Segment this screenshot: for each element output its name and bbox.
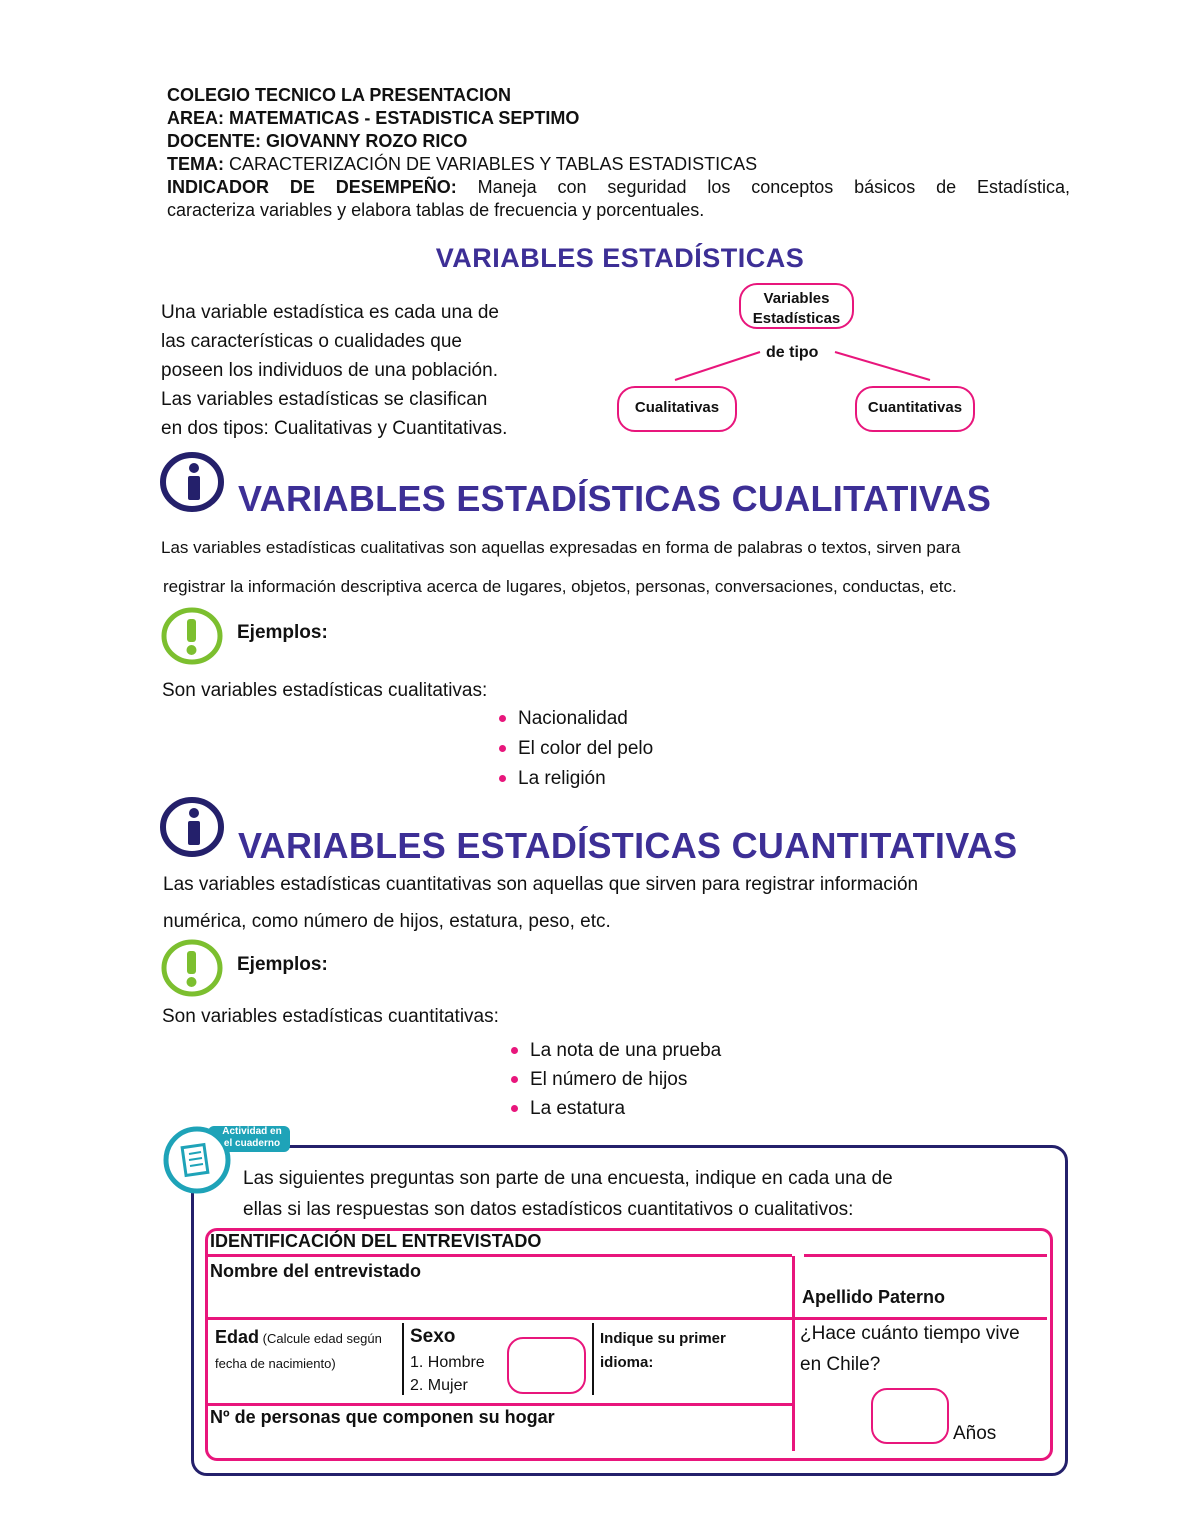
form-divider (208, 1403, 792, 1406)
qualitative-title: VARIABLES ESTADÍSTICAS CUALITATIVAS (238, 478, 992, 519)
language-field-label: Indique su primer (600, 1330, 726, 1347)
years-label: Años (953, 1423, 997, 1444)
list-item: La nota de una prueba (510, 1036, 721, 1065)
topic-line: TEMA: CARACTERIZACIÓN DE VARIABLES Y TABLAS ESTADISTICAS (167, 154, 758, 174)
diagram-connector-right (835, 352, 930, 380)
surname-field-label: Apellido Paterno (802, 1287, 946, 1307)
form-heading: IDENTIFICACIÓN DEL ENTREVISTADO (210, 1231, 542, 1251)
list-item: Nacionalidad (498, 704, 653, 734)
quantitative-definition-line: numérica, como número de hijos, estatura, peso, etc. (163, 911, 611, 932)
sex-option: 1. Hombre (410, 1354, 485, 1371)
qualitative-examples-list (498, 704, 653, 794)
form-divider (402, 1323, 404, 1395)
teacher-line: DOCENTE: GIOVANNY ROZO RICO (167, 131, 468, 151)
intro-line: en dos tipos: Cualitativas y Cuantitativas. (161, 418, 508, 439)
form-divider (208, 1317, 1047, 1320)
language-field-label: idioma: (600, 1354, 654, 1371)
quantitative-examples-intro: Son variables estadísticas cuantitativas: (162, 1006, 499, 1027)
form-divider (804, 1254, 1047, 1257)
age-field-label: Edad (Calcule edad según (215, 1327, 382, 1347)
age-field-note: fecha de nacimiento) (215, 1356, 336, 1371)
qualitative-examples-intro: Son variables estadísticas cualitativas: (162, 680, 488, 701)
document-header (167, 84, 1070, 222)
list-item: El color del pelo (498, 734, 653, 764)
intro-line: Las variables estadísticas se clasifican (161, 389, 488, 410)
qualitative-examples-label: Ejemplos: (237, 622, 328, 643)
name-field-label: Nombre del entrevistado (210, 1261, 422, 1281)
diagram-node-quantitative: Cuantitativas (855, 386, 975, 432)
activity-badge-label: Actividad en el cuaderno (222, 1126, 282, 1149)
alert-icon (160, 938, 224, 998)
intro-line: Una variable estadística es cada una de (161, 302, 499, 323)
list-item: La estatura (510, 1094, 721, 1123)
quantitative-definition-line: Las variables estadísticas cuantitativas son aquellas que sirven para registrar información (163, 874, 919, 895)
diagram-connector-left (675, 352, 760, 380)
main-title: VARIABLES ESTADÍSTICAS (435, 243, 805, 273)
sex-answer-box[interactable] (507, 1337, 586, 1394)
residence-question: ¿Hace cuánto tiempo vive (800, 1323, 1020, 1344)
form-divider (592, 1323, 594, 1395)
activity-instruction-line: ellas si las respuestas son datos estadísticos cuantitativos o cualitativos: (243, 1199, 854, 1220)
info-icon (159, 796, 229, 858)
intro-line: las características o cualidades que (161, 331, 462, 352)
indicator-line: INDICADOR DE DESEMPEÑO: Maneja con seguridad los conceptos básicos de Estadística, (167, 177, 1070, 197)
household-field-label: Nº de personas que componen su hogar (210, 1407, 555, 1427)
alert-icon (160, 606, 224, 666)
list-item: La religión (498, 764, 653, 794)
indicator-line-2: caracteriza variables y elabora tablas de frecuencia y porcentuales. (167, 200, 705, 220)
years-answer-box[interactable] (871, 1388, 949, 1444)
diagram-connector-label: de tipo (766, 344, 819, 361)
quantitative-examples-list (510, 1036, 721, 1123)
qualitative-definition-line: registrar la información descriptiva acerca de lugares, objetos, personas, conversaciones, conductas, etc. (163, 577, 957, 596)
form-divider (208, 1254, 792, 1257)
quantitative-examples-label: Ejemplos: (237, 954, 328, 975)
list-item: El número de hijos (510, 1065, 721, 1094)
sex-option: 2. Mujer (410, 1377, 468, 1394)
school-name: COLEGIO TECNICO LA PRESENTACION (167, 85, 512, 105)
area-line: AREA: MATEMATICAS - ESTADISTICA SEPTIMO (167, 108, 580, 128)
sex-field-label: Sexo (410, 1326, 456, 1347)
intro-paragraph (161, 298, 561, 443)
activity-instruction-line: Las siguientes preguntas son parte de una encuesta, indique en cada una de (243, 1168, 893, 1189)
form-divider (792, 1256, 795, 1451)
intro-line: poseen los individuos de una población. (161, 360, 498, 381)
quantitative-title: VARIABLES ESTADÍSTICAS CUANTITATIVAS (238, 825, 1018, 866)
info-icon (159, 451, 229, 513)
diagram-node-qualitative: Cualitativas (617, 386, 737, 432)
diagram-root-node: Variables Estadísticas (739, 283, 854, 329)
qualitative-definition-line: Las variables estadísticas cualitativas son aquellas expresadas en forma de palabras o textos, sirven para (161, 538, 961, 557)
residence-question: en Chile? (800, 1354, 881, 1375)
